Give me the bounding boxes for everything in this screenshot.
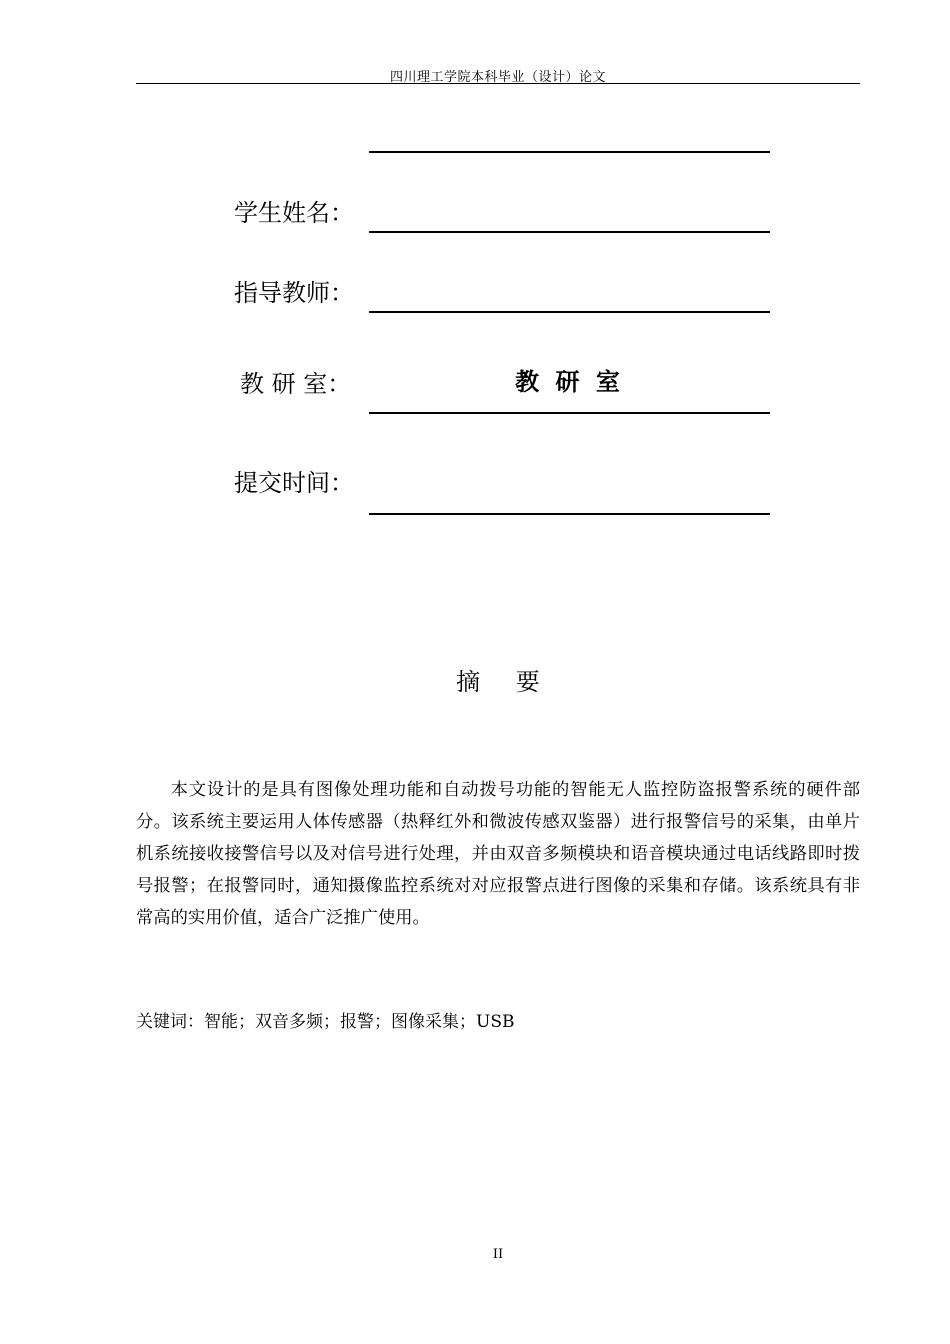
- submit-time-line: [369, 513, 770, 515]
- header-rule: [136, 83, 860, 84]
- running-header: 四川理工学院本科毕业（设计）论文: [389, 70, 606, 85]
- student-name-line: [369, 231, 770, 233]
- advisor-line: [369, 311, 770, 313]
- department-value: 教 研 室: [515, 368, 624, 396]
- advisor-label: 指导教师：: [234, 279, 354, 307]
- department-line: [369, 412, 770, 414]
- abstract-body: 本文设计的是具有图像处理功能和自动拨号功能的智能无人监控防盗报警系统的硬件部分。该系统主要运用人体传感器（热释红外和微波传感双鉴器）进行报警信号的采集，由单片机系统接收接警信号以及对信号进行处理，并由双音多频模块和语音模块通过电话线路即时拨号报警；在报警同时，通知摄像监控系统对对应报警点进行图像的采集和存储。该系统具有非常高的实用价值，适合广泛推广使用。: [136, 780, 860, 928]
- page-number: II: [492, 1247, 504, 1262]
- keywords: 关键词：智能；双音多频；报警；图像采集；USB: [136, 1012, 515, 1032]
- submit-time-label: 提交时间：: [234, 469, 354, 497]
- top-underline: [369, 151, 770, 153]
- abstract-title: 摘 要: [456, 668, 554, 696]
- department-label: 教 研 室：: [240, 370, 352, 398]
- student-name-label: 学生姓名：: [234, 199, 354, 227]
